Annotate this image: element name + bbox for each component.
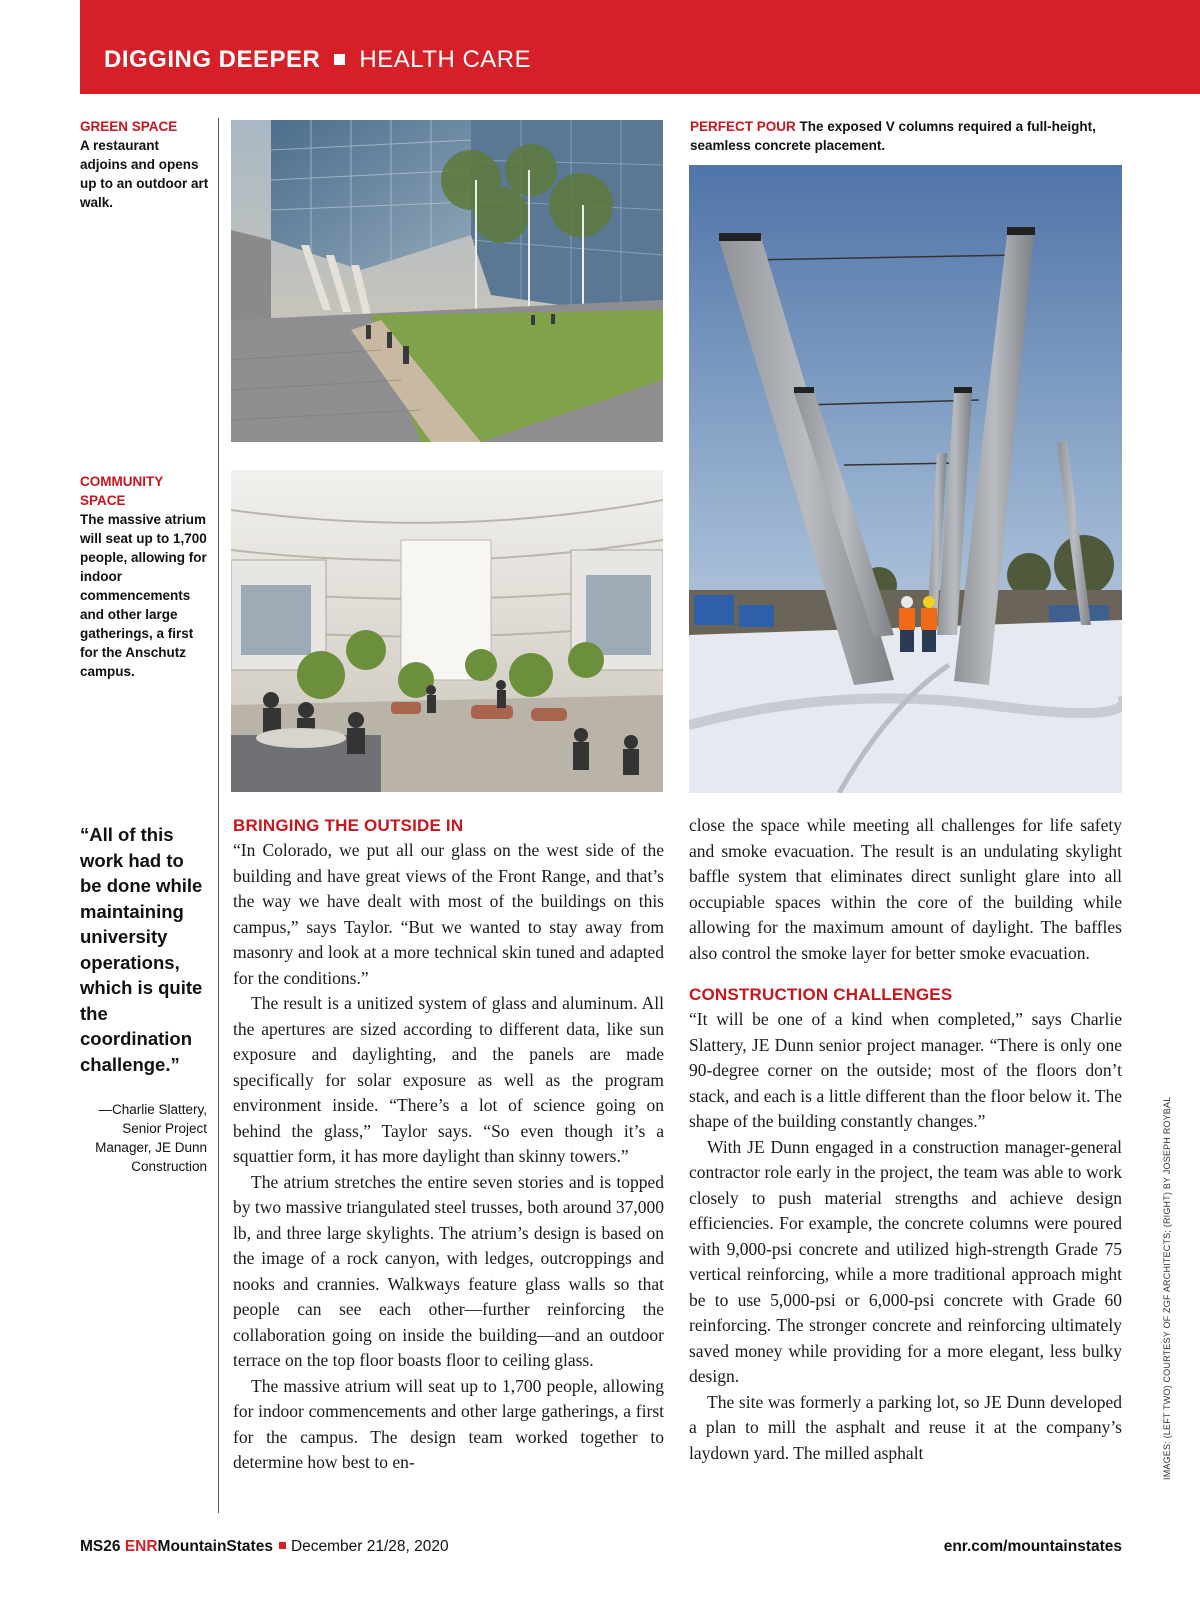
page-number: MS26 (80, 1538, 121, 1555)
section-heading-construction-challenges: CONSTRUCTION CHALLENGES (689, 985, 953, 1004)
article-paragraph: The atrium stretches the entire seven stories and is topped by two massive triangulated steel trusses, both around 37,000 lb, and three large skylights. The atrium’s design is based on the image of a rock canyon, with ledges, outcroppings and nooks and crannies. Walkways feature glass walls so that people can see each other—further reinforcing the collaboration going on inside the building—and an outdoor terrace on the top floor boasts floor to ceiling glass. (233, 1171, 664, 1370)
section-heading-bringing-outside-in: BRINGING THE OUTSIDE IN (233, 816, 464, 835)
column-divider (218, 118, 219, 1513)
article-column-1 (233, 813, 664, 1476)
article-paragraph: The massive atrium will seat up to 1,700 people, allowing for indoor commencements and other large gatherings, a first for the campus. The design team worked together to determine how best to en- (233, 1375, 664, 1472)
article-paragraph: close the space while meeting all challenges for life safety and smoke evacuation. The result is an undulating skylight baffle system that eliminates direct sunlight glare into all occupiable spaces within the core of the building while allowing for the maximum amount of daylight. The baffles also control the smoke layer for better smoke evacuation. (689, 815, 1122, 963)
brand-mountain-states: MountainStates (157, 1538, 273, 1555)
photo-credit: IMAGES: (LEFT TWO) COURTESY OF ZGF ARCHITECTS; (RIGHT) BY JOSEPH ROYBAL (1162, 1096, 1172, 1480)
banner-square-icon (334, 54, 345, 65)
photo-exterior-green-space (231, 120, 663, 442)
caption-text: The exposed V columns required a full-height, seamless concrete placement. (690, 119, 1096, 153)
issue-date: December 21/28, 2020 (290, 1538, 449, 1555)
article-paragraph: The result is a unitized system of glass and aluminum. All the apertures are sized according to different data, like sun exposure and daylighting, and the panels are made specifically for solar exposure as well as the program environment inside. “There’s a lot of science going on behind the glass,” Taylor says. “So even though it’s a squattier form, it has more daylight than skinny towers.” (233, 993, 664, 1166)
caption-community-space (80, 472, 210, 681)
pull-quote-attribution: —Charlie Slattery, Senior Project Manager, JE Dunn Construction (95, 1102, 207, 1174)
caption-text: The massive atrium will seat up to 1,700 people, allowing for indoor commencements and other large gatherings, a first for the Anschutz campus. (80, 512, 207, 679)
caption-label: COMMUNITY SPACE (80, 474, 163, 508)
footer-folio (80, 1538, 449, 1556)
caption-label: PERFECT POUR (690, 119, 796, 134)
article-paragraph: “It will be one of a kind when completed,” says Charlie Slattery, JE Dunn senior project manager. “There is only one 90-degree corner on the outside; most of the floors don’t stack, and each is a little different than the floor below it. The shape of the building constantly changes.” (689, 1009, 1122, 1131)
article-paragraph: “In Colorado, we put all our glass on the west side of the building and have great views of the Front Range, and that’s the way we have dealt with most of the buildings on this campus,” says Taylor. “But we wanted to stay away from masonry and look at a more technical skin tuned and adapted for the conditions.” (233, 840, 664, 988)
caption-green-space (80, 117, 210, 212)
article-column-2 (689, 813, 1122, 1466)
article-paragraph: With JE Dunn engaged in a construction manager-general contractor role early in the project, the team was able to work closely to push material strengths and achieve design efficiencies. For example, the concrete columns were poured with 9,000-psi concrete and utilized high-strength Grade 75 vertical reinforcing, while a more traditional approach might be to use 5,000-psi or 6,000-psi concrete with Grade 60 reinforcing. The stronger concrete and reinforcing ultimately saved money while providing for a more elegant, less bulky design. (689, 1136, 1122, 1386)
caption-label: GREEN SPACE (80, 119, 178, 134)
photo-atrium-interior (231, 470, 663, 792)
caption-text: A restaurant adjoins and opens up to an outdoor art walk. (80, 138, 209, 210)
caption-perfect-pour (690, 117, 1100, 155)
banner-subsection: HEALTH CARE (359, 46, 532, 73)
article-paragraph: The site was formerly a parking lot, so JE Dunn developed a plan to mill the asphalt and reuse it at the company’s laydown yard. The milled asphalt (689, 1391, 1122, 1463)
footer-url: enr.com/mountainstates (943, 1538, 1122, 1555)
banner-section: DIGGING DEEPER (104, 46, 321, 73)
footer-square-icon (279, 1542, 286, 1549)
photo-concrete-v-columns (689, 165, 1122, 793)
brand-enr: ENR (124, 1538, 158, 1555)
banner-title (104, 46, 531, 74)
pull-quote: “All of this work had to be done while maintaining university operations, which is quite the coordination challenge.” (80, 824, 203, 1075)
